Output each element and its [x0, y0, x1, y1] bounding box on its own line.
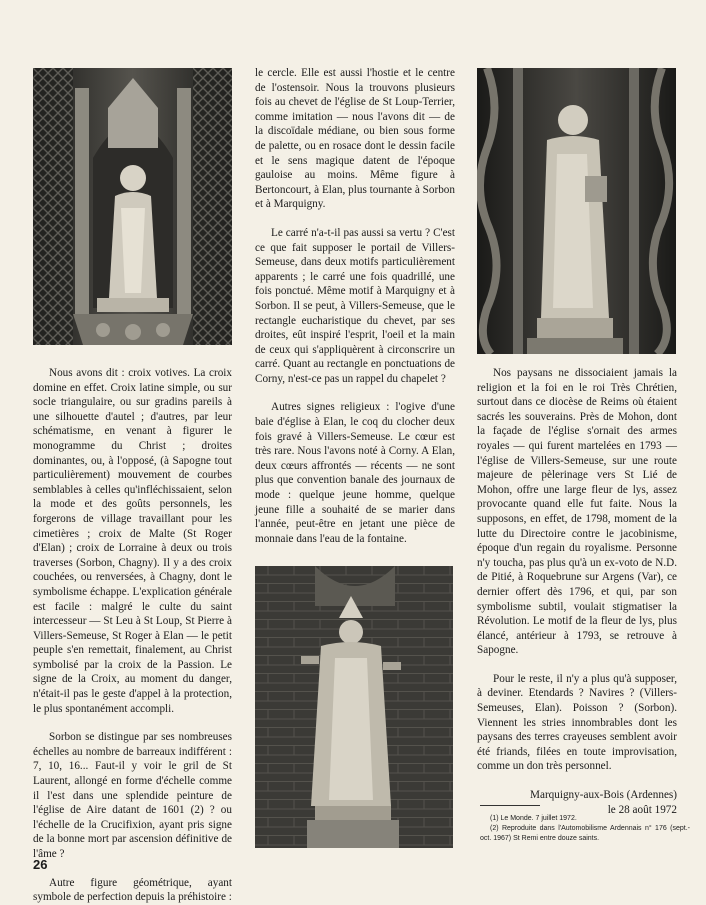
paragraph: Autres signes religieux : l'ogive d'une baie d'église à Elan, le coq du clocher deux fois gravé à Villers-Semeuse. Le cœur est très rare. Nous l'avons noté à Corny. A Elan, deux cœurs affrontés — récents — ne sont plus que convention banale des journaux de mode : quelque jeune homme, quelque jeune fille a souhaité de se marier dans l'année, peut-être en jetant une pièce de monnaie dans l'eau de la fontaine.: [255, 401, 455, 545]
signature-place: Marquigny-aux-Bois (Ardennes): [530, 789, 677, 802]
photo-saint-with-book-statue: [477, 68, 676, 354]
footnote-divider: [480, 805, 540, 806]
statue-niche-illustration: [33, 68, 232, 345]
paragraph: Sorbon se distingue par ses nombreuses échelles au nombre de barreaux indifférent : 7, 10, 16... Faut-il y voir le gril de St Laurent, allongé en forme d'échelle comme il l'est dans une splendide peinture de l'église de Aire datant de 1601 (2) ? ou l'échelle de la Crucifixion, ayant pris signe de la bonne mort par ascension définitive de l'âme ?: [33, 731, 232, 860]
photo-mitred-bishop-statue: [255, 566, 453, 848]
page-number: 26: [33, 857, 48, 872]
paragraph: Pour le reste, il n'y a plus qu'à supposer, à deviner. Etendards ? Navires ? (Villers-Semeuses, Elan). Poisson ? (Sorbon). Viennent les stries innombrables dont les paysans des terres crayeuses semblent avoir été friands, filées en toute improvisation, comme un don très personnel.: [477, 672, 677, 773]
paragraph: Nous avons dit : croix votives. La croix domine en effet. Croix latine simple, ou sur socle triangulaire, ou sur gradins pareils à une silhouette d'autel ; d'autres, par leur schématisme, en venant à figurer le monogramme du Christ ; droites dominantes, ou, à l'opposé, (à Sapogne tout particulièrement) mouvement de courbes semblables à celles qu'infléchissaient, selon la mode et des goûts personnels, les forgerons de village travaillant pour les cimetières ; croix de Malte (St Roger d'Elan) ; croix de Lorraine à deux ou trois traverses (Sorbon, Chagny). Il y a des croix couchées, ou renversées, à Chagny, dont le symbolisme échappe. L'explication générale est facile : malgré le culte du saint intercesseur — St Leu à St Loup, St Pierre à Villers-Semeuse, St Roger à Elan — le petit peuple s'en remettait, finalement, au Christ symbolisé par la croix de la Passion. Le signe de la Croix, au moment du danger, n'était-il pas le geste d'appel à la protection, le plus spontanément accompli.: [33, 367, 232, 715]
signature-date: le 28 août 1972: [607, 803, 677, 816]
paragraph: Le carré n'a-t-il pas aussi sa vertu ? C'est ce que fait supposer le portail de Villers-Semeuse, dans deux motifs particulièrement apparents ; le carré une fois quadrillé, une fois ponctué. Même motif à Marquigny et à Sorbon. Il se peut, à Villers-Semeuse, que le rectangle eucharistique du chevet, par ses droites, eût inspiré l'esprit, l'oeil et la main de ceux qui s'appliquèrent à circonscrire un carré. Quant au rectangle en ponctuations de Corny, n'est-ce pas un rappel du chapelet ?: [255, 226, 455, 385]
paragraph: Nos paysans ne dissociaient jamais la religion et la foi en le roi Très Chrétien, surtout dans ce diocèse de Reims où étaient sacrés les souverains. Près de Mohon, dont la façade de l'église s'ornait des armes royales — qui furent martelées en 1793 — l'église de Villers-Semeuse, sur une route majeure de pèlerinage vers St Lié de Mohon, offre une large fleur de lys, assez provocante quand elle fut faite. Nous la supposons, en effet, de 1798, moment de la lutte du Directoire contre le jacobinisme, époque d'un regain du royalisme. Personne n'y toucha, pas plus qu'à un ex-voto de N.D. de Pitié, à Roquebrune sur Argens (Var), ce dernier offert dès 1796, et qui, par son symbolisme subtil, voulait stigmatiser la Révolution. Le motif de la fleur de lys, plus élancé, antérieur à 1793, se retrouve à Sapogne.: [477, 367, 677, 657]
bishop-statue-illustration: [255, 566, 453, 848]
text-column-left: [33, 366, 232, 905]
text-column-middle: [255, 66, 455, 546]
saint-statue-illustration: [477, 68, 676, 354]
footnote: (1) Le Monde. 7 juillet 1972.: [490, 815, 577, 822]
paragraph: le cercle. Elle est aussi l'hostie et le centre de l'ostensoir. Nous la trouvons plusieurs fois au chevet de l'église de St Loup-Terrier, comme imitation — nous l'avons dit — de la discoïdale médiane, ou bien sous forme de palette, ou en rosace dont le dessin facile et le sens magique datent de l'époque gauloise au moins. Même figure à Bertoncourt, à Elan, plus tournante à Sorbon et à Marquigny.: [255, 67, 455, 211]
footnote: (2) Reproduite dans l'Automobilisme Ardennais n° 176 (sept.-oct. 1967) St Remi entre douze saints.: [480, 825, 690, 842]
text-column-right: [477, 366, 677, 817]
signature-block: [477, 788, 677, 817]
photo-bishop-statue-in-niche: [33, 68, 232, 345]
paragraph: Autre figure géométrique, ayant symbole de perfection depuis la préhistoire :: [33, 876, 232, 904]
footnotes: [480, 814, 690, 844]
